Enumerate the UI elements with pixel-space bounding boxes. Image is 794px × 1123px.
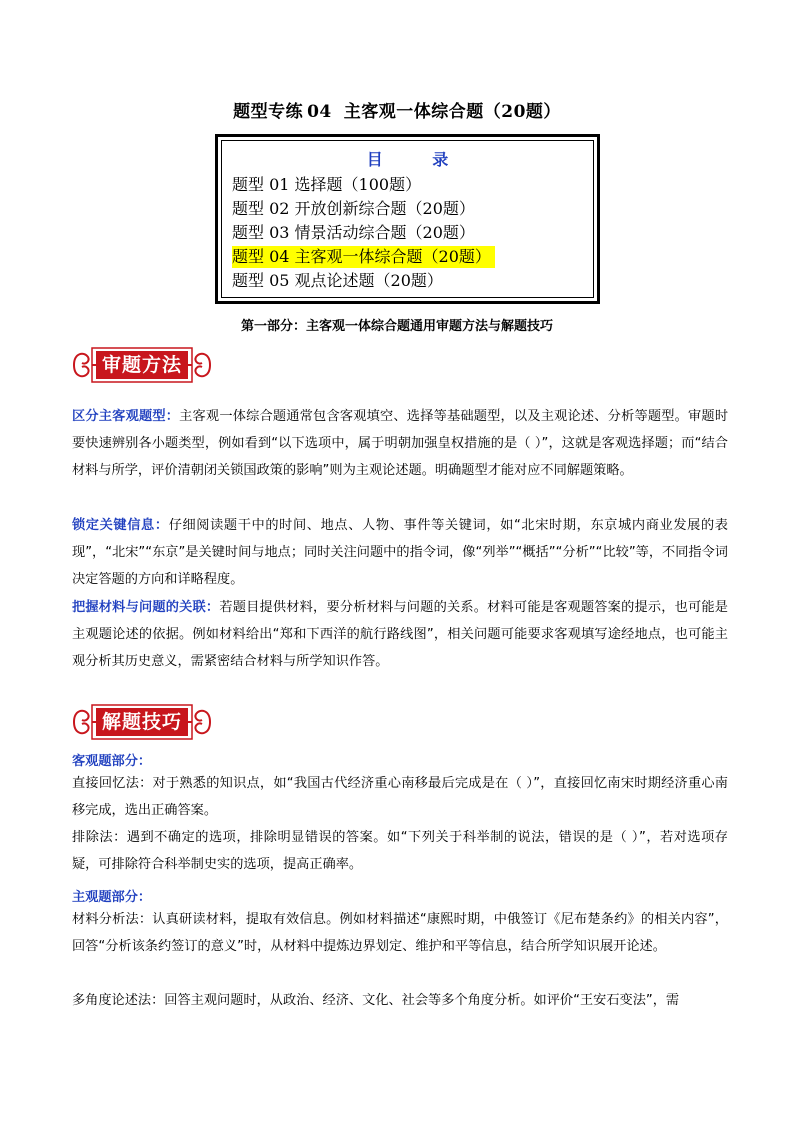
paragraph-direct-recall: 直接回忆法：对于熟悉的知识点，如“我国古代经济重心南移最后完成是在（ ）”，直接回忆南宋时期经济重心南移完成，选出正确答案。 <box>72 776 728 818</box>
toc-item-03[interactable]: 题型 03 情景活动综合题（20题） <box>232 223 475 242</box>
table-of-contents <box>215 134 600 304</box>
paragraph-lead: 锁定关键信息： <box>72 518 169 533</box>
paragraph-body: 仔细阅读题干中的时间、地点、人物、事件等关键词，如“北宋时期，东京城内商业发展的表现”，“北宋”“东京”是关键时间与地点；同时关注问题中的指令词，像“列举”“概括”“分析”“比较”等，不同指令词决定答题的方向和详略程度。 <box>72 518 728 587</box>
title-number: 04 <box>307 102 332 122</box>
paragraph-body: 主客观一体综合题通常包含客观填空、选择等基础题型，以及主观论述、分析等题型。审题时要快速辨别各小题类型，例如看到“以下选项中，属于明朝加强皇权措施的是（ ）”，这就是客观选择题；而“结合材料与所学，评价清朝闭关锁国政策的影响”则为主观论述题。明确题型才能对应不同解题策略。 <box>72 409 729 478</box>
subjective-subheading: 主观题部分： <box>72 890 152 905</box>
toc-item-05[interactable]: 题型 05 观点论述题（20题） <box>232 271 443 290</box>
paragraph-body: 若题目提供材料，要分析材料与问题的关系。材料可能是客观题答案的提示，也可能是主观题论述的依据。例如材料给出“郑和下西洋的航行路线图”，相关问题可能要求客观填写途经地点，也可能主观分析其历史意义，需紧密结合材料与所学知识作答。 <box>72 600 728 669</box>
paragraph-key-info <box>72 512 728 593</box>
toc-heading: 目 录 <box>366 150 471 169</box>
section-banner-review-method <box>72 345 212 385</box>
paragraph-lead: 区分主客观题型： <box>72 409 180 424</box>
toc-item-02[interactable]: 题型 02 开放创新综合题（20题） <box>232 199 475 218</box>
toc-item-04-current[interactable]: 题型 04 主客观一体综合题（20题） <box>232 246 495 268</box>
page-title <box>0 97 794 122</box>
objective-subheading: 客观题部分： <box>72 754 152 769</box>
paragraph-elimination: 排除法：遇到不确定的选项，排除明显错误的答案。如“下列关于科举制的说法，错误的是（ ）”，若对选项存疑，可排除符合科举制史实的选项，提高正确率。 <box>72 830 728 872</box>
paragraph-material-analysis: 材料分析法：认真研读材料，提取有效信息。例如材料描述“康熙时期，中俄签订《尼布楚条约》的相关内容”，回答“分析该条约签订的意义”时，从材料中提炼边界划定、维护和平等信息，结合所学知识展开论述。 <box>72 912 728 954</box>
paragraph-distinguish-types <box>72 403 728 484</box>
paragraph-lead: 把握材料与问题的关联： <box>72 600 220 615</box>
part-heading: 第一部分：主客观一体综合题通用审题方法与解题技巧 <box>240 319 553 334</box>
section-banner-solving-skills <box>72 702 212 742</box>
title-main: 主客观一体综合题（20题） <box>343 102 561 122</box>
paragraph-multi-angle: 多角度论述法：回答主观问题时，从政治、经济、文化、社会等多个角度分析。如评价“王安石变法”，需 <box>72 993 680 1008</box>
banner-label: 审题方法 <box>101 354 182 376</box>
title-prefix: 题型专练 <box>233 102 304 122</box>
paragraph-material-relation <box>72 594 728 675</box>
toc-item-01[interactable]: 题型 01 选择题（100题） <box>232 175 422 194</box>
banner-label: 解题技巧 <box>101 711 182 733</box>
